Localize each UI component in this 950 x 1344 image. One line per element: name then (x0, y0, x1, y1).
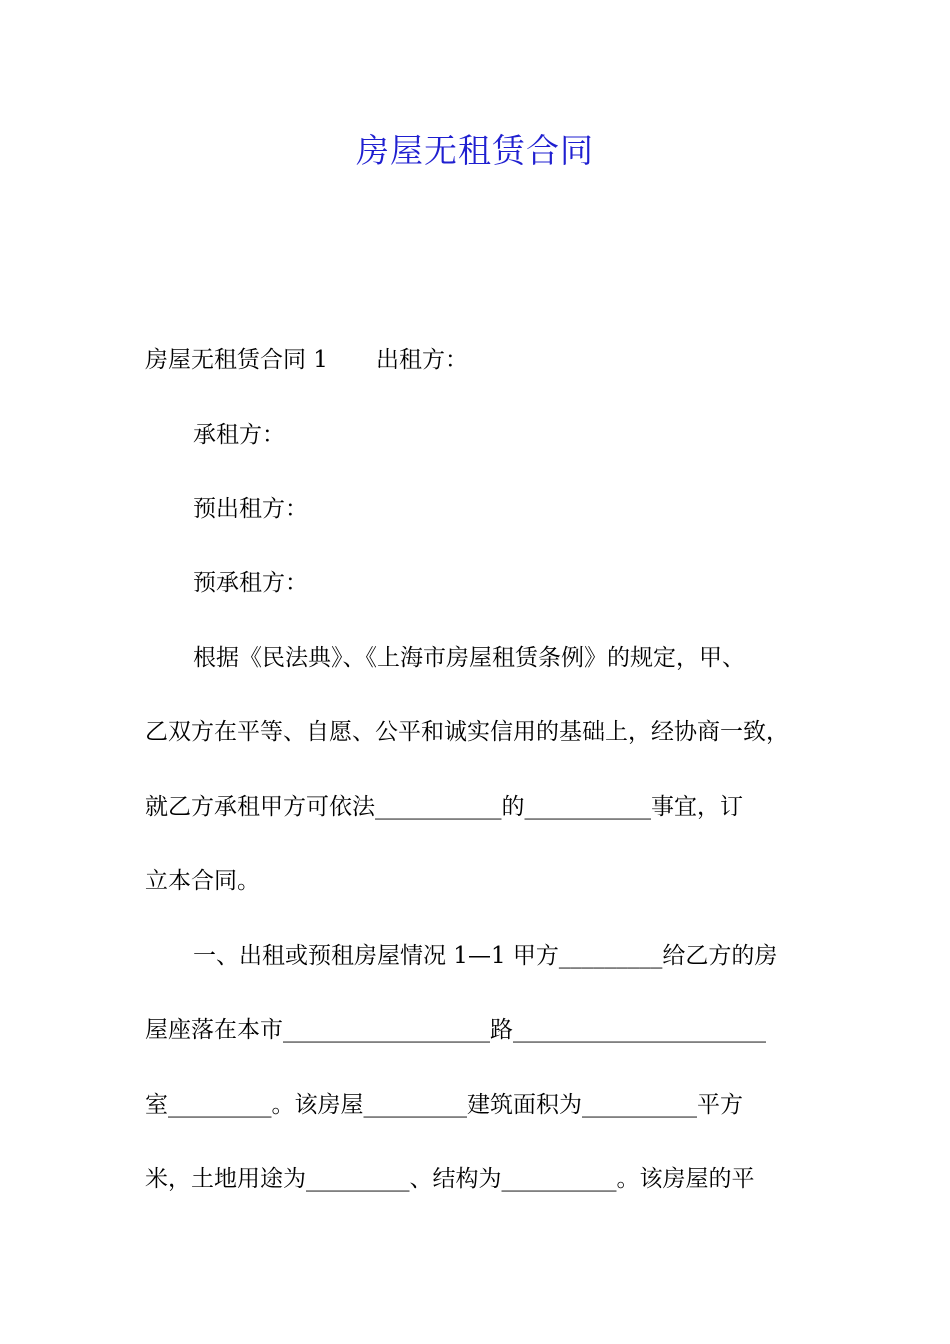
lessee-line: 承租方： (193, 422, 285, 448)
preamble-line-1: 根据《民法典》、《上海市房屋租赁条例》的规定，甲、 (193, 645, 745, 671)
preamble-line-4: 立本合同。 (145, 868, 260, 894)
preamble-line-3: 就乙方承租甲方可依法___________的___________事宜，订 (145, 794, 743, 820)
contract-heading-line (145, 344, 835, 376)
section-1-line-3: 室_________。该房屋_________建筑面积为__________平方 (145, 1092, 743, 1118)
lessor-label: 出租方： (375, 347, 468, 373)
document-title: 房屋无租赁合同 (356, 131, 594, 170)
preamble-line-2: 乙双方在平等、自愿、公平和诚实信用的基础上，经协商一致， (145, 719, 789, 745)
pre-lessee-line: 预承租方： (193, 570, 308, 596)
section-1-line-1: 一、出租或预租房屋情况 1—1 甲方_________给乙方的房 (193, 943, 778, 969)
pre-lessor-line: 预出租方： (193, 496, 308, 522)
section-1-line-2: 屋座落在本市__________________路______________________ (145, 1017, 766, 1043)
section-1-line-4: 米，土地用途为_________、结构为__________。该房屋的平 (145, 1166, 755, 1192)
contract-number-label: 房屋无租赁合同 1 (145, 347, 328, 373)
